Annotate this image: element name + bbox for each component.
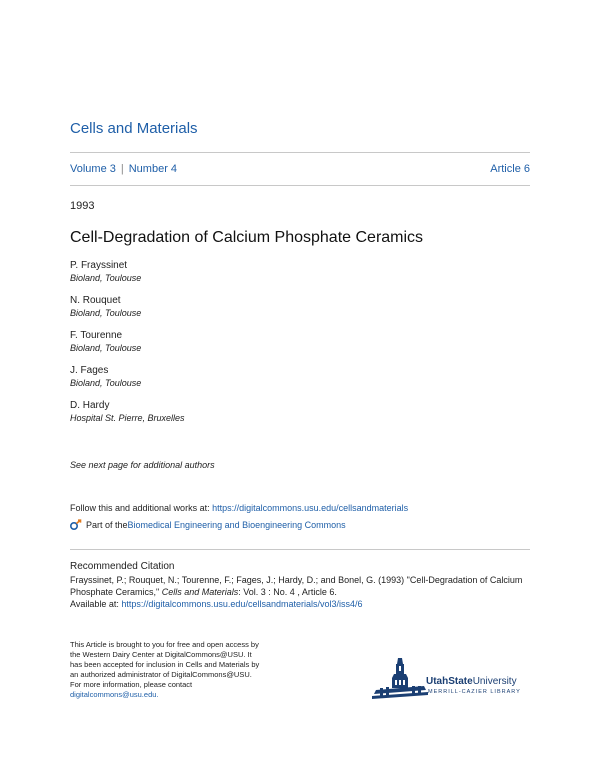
article-link[interactable]: Article 6 [490,163,530,175]
network-commons-icon [70,519,82,531]
follow-line [70,503,408,513]
author-affiliation: Bioland, Toulouse [70,308,142,318]
logo-wordmark [426,676,517,687]
old-main-tower-icon [372,656,428,706]
author-affiliation: Bioland, Toulouse [70,378,142,388]
access-notice [70,640,310,700]
author-item [70,399,370,424]
available-label: Available at: [70,599,122,609]
part-of-line [70,519,346,531]
top-divider [70,152,530,153]
collection-link[interactable]: https://digitalcommons.usu.edu/cellsandmaterials [212,503,409,513]
publication-year: 1993 [70,200,95,212]
article-url-link[interactable]: https://digitalcommons.usu.edu/cellsandmaterials/vol3/iss4/6 [121,599,363,609]
author-name: F. Tourenne [70,330,123,341]
number-link[interactable]: Number 4 [128,163,178,175]
author-affiliation: Hospital St. Pierre, Bruxelles [70,413,185,423]
logo-subtitle: MERRILL-CAZIER LIBRARY [428,689,521,695]
usu-library-logo [372,656,532,706]
citation-volume: : Vol. 3 : No. 4 , Article 6. [238,587,337,597]
author-name: J. Fages [70,365,109,376]
notice-line: For more information, please contact [70,680,193,689]
citation-text [70,574,540,610]
citation-authors: Frayssinet, P.; Rouquet, N.; Tourenne, F.; Fages, J.; Hardy, D.; and Bonel, G. (1993) "Cell-Degradation of Calcium Phosphate Ceramics," [70,575,523,597]
notice-line: This Article is brought to you for free and open access by [70,640,259,649]
journal-title[interactable]: Cells and Materials [70,120,198,137]
notice-line: the Western Dairy Center at DigitalCommons@USU. It [70,650,252,659]
part-of-label: Part of the [86,520,128,530]
citation-divider [70,549,530,550]
additional-authors-note: See next page for additional authors [70,460,215,470]
logo-name-regular: University [472,676,517,687]
author-affiliation: Bioland, Toulouse [70,273,142,283]
article-title: Cell-Degradation of Calcium Phosphate Ceramics [70,229,424,246]
notice-line: has been accepted for inclusion in Cells and Materials by [70,660,260,669]
author-name: D. Hardy [70,400,110,411]
citation-heading: Recommended Citation [70,561,175,572]
author-list [70,259,370,434]
issue-line [70,163,530,175]
author-name: P. Frayssinet [70,260,128,271]
separator: | [120,163,124,175]
volume-link[interactable]: Volume 3 [70,163,116,175]
citation-journal: Cells and Materials [161,587,239,597]
author-item [70,329,370,354]
logo-name-bold: UtahState [426,676,473,687]
author-item [70,259,370,284]
contact-email-link[interactable]: digitalcommons@usu.edu. [70,690,159,699]
author-affiliation: Bioland, Toulouse [70,343,142,353]
follow-label: Follow this and additional works at: [70,503,213,513]
author-item [70,364,370,389]
notice-line: an authorized administrator of DigitalCommons@USU. [70,670,252,679]
commons-link[interactable]: Biomedical Engineering and Bioengineering Commons [127,520,346,530]
author-item [70,294,370,319]
author-name: N. Rouquet [70,295,121,306]
bottom-divider [70,185,530,186]
